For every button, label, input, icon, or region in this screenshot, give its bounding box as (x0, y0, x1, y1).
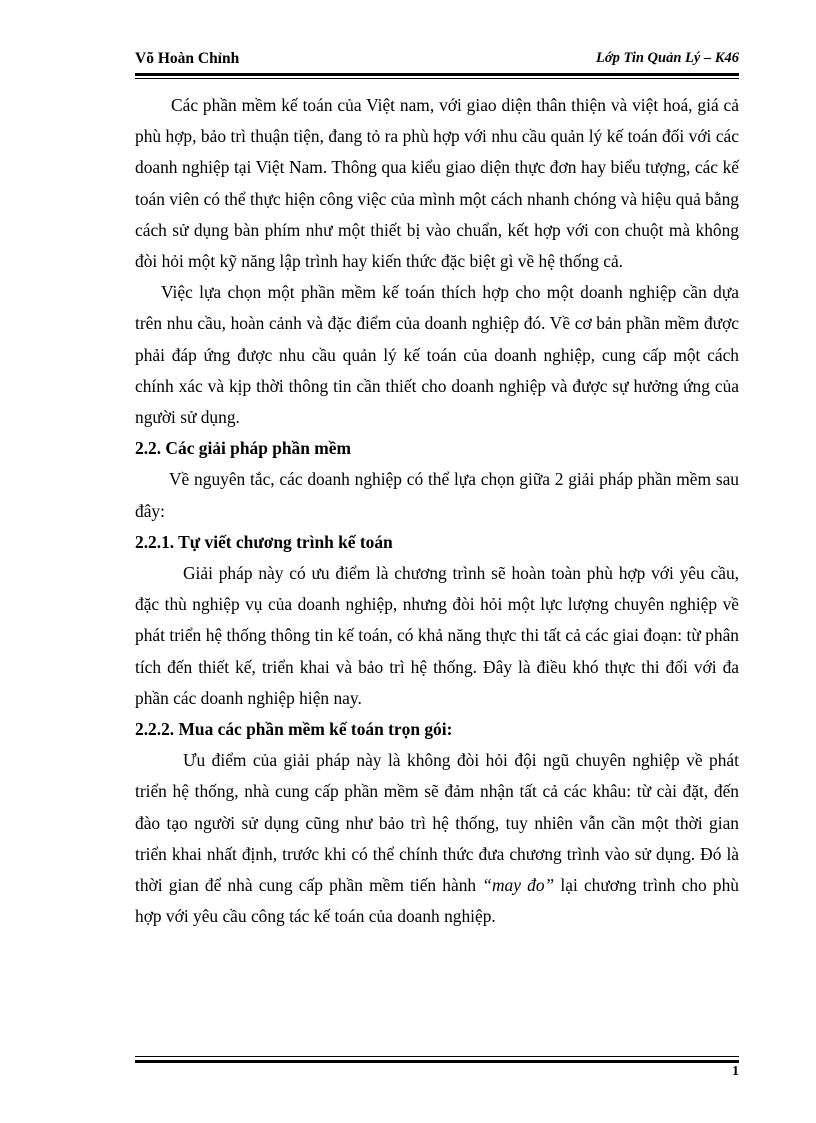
header-rule-thick (135, 73, 739, 76)
paragraph: Về nguyên tắc, các doanh nghiệp có thể lựa chọn giữa 2 giải pháp phần mềm sau đây: (135, 469, 739, 521)
header-rule-thin (135, 78, 739, 79)
paragraph: Giải pháp này có ưu điểm là chương trình sẽ hoàn toàn phù hợp với yêu cầu, đặc thù nghiệp vụ của doanh nghiệp, nhưng đòi hỏi một lực lượng chuyên nghiệp về phát triển hệ thống thông tin kế toán, có khả năng thực thi tất cả các giai đoạn: từ phân tích đến thiết kế, triển khai và bảo trì hệ thống. Đây là điều khó thực thi đối với đa phần các doanh nghiệp hiện nay. (135, 563, 739, 708)
paragraph: Các phần mềm kế toán của Việt nam, với giao diện thân thiện và việt hoá, giá cả phù hợp, bảo trì thuận tiện, đang tỏ ra phù hợp với nhu cầu quản lý kế toán đối với các doanh nghiệp tại Việt Nam. Thông qua kiểu giao diện thực đơn hay biểu tượng, các kế toán viên có thể thực hiện công việc của mình một cách nhanh chóng và hiệu quả bằng cách sử dụng bàn phím như một thiết bị vào chuẩn, kết hợp với con chuột mà không đòi hỏi một kỹ năng lập trình hay kiến thức đặc biệt gì về hệ thống cả. (135, 95, 739, 272)
footer-rule-thin (135, 1056, 739, 1057)
paragraph-text: lại chương trình cho phù hợp với yêu cầu công tác kế toán của doanh nghiệp. (135, 875, 739, 927)
header-class: Lớp Tin Quản Lý – K46 (596, 50, 739, 66)
section-heading: 2.2. Các giải pháp phần mềm (135, 438, 351, 459)
page-body (135, 90, 739, 932)
section-heading: 2.2.2. Mua các phần mềm kế toán trọn gói: (135, 719, 453, 740)
footer-rule-thick (135, 1060, 739, 1063)
header-author: Võ Hoàn Chỉnh (135, 50, 240, 67)
italic-term: “may đo” (482, 875, 555, 896)
page-header (135, 50, 739, 72)
paragraph (135, 745, 739, 932)
paragraph: Việc lựa chọn một phần mềm kế toán thích hợp cho một doanh nghiệp cần dựa trên nhu cầu, hoàn cảnh và đặc điểm của doanh nghiệp đó. Về cơ bản phần mềm được phải đáp ứng được nhu cầu quản lý kế toán của doanh nghiệp, cung cấp một cách chính xác và kịp thời thông tin cần thiết cho doanh nghiệp và được sự hưởng ứng của người sử dụng. (135, 282, 739, 428)
paragraph-text: Ưu điểm của giải pháp này là không đòi hỏi đội ngũ chuyên nghiệp về phát triển hệ thống, nhà cung cấp phần mềm sẽ đảm nhận tất cả các khâu: từ cài đặt, đến đào tạo người sử dụng cũng như bảo trì hệ thống, tuy nhiên vẫn cần một thời gian triển khai nhất định, trước khi có thể chính thức đưa chương trình vào sử dụng. Đó là thời gian để nhà cung cấp phần mềm tiến hành (135, 750, 739, 896)
page-number: 1 (732, 1064, 739, 1079)
section-heading: 2.2.1. Tự viết chương trình kế toán (135, 531, 393, 552)
